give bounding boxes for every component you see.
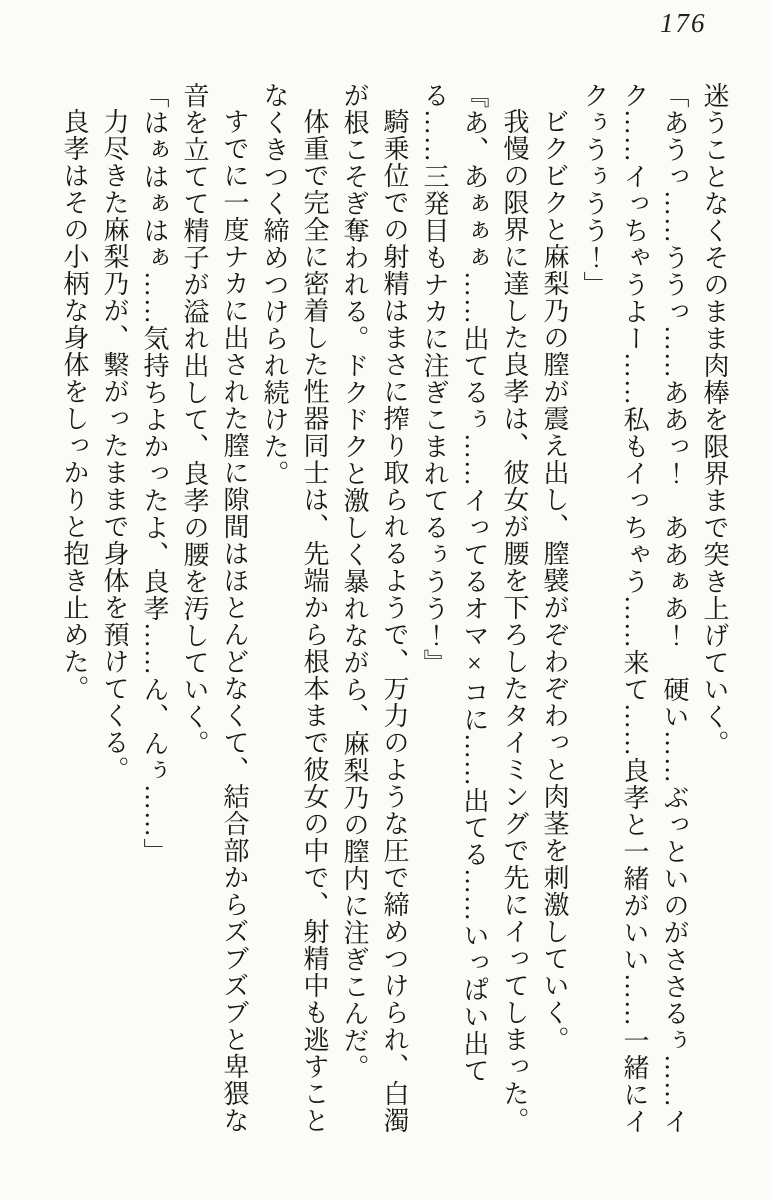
paragraph: 『あ、あぁぁぁ……出てるぅ……イってるオマ×コに……出てる……いっぱい出てる……三発目もナカに注ぎこまれてるぅうう！』 — [420, 82, 489, 1084]
paragraph: 騎乗位での射精はまさに搾り取られるようで、万力のような圧で締めつけられ、白濁が根こそぎ奪われる。ドクドクと激しく暴れながら、麻梨乃の膣内に注ぎこんだ。 — [340, 82, 409, 1134]
paragraph: 我慢の限界に達した良孝は、彼女が腰を下ろしたタイミングで先にイってしまった。 — [500, 108, 529, 1134]
paragraph: 「あうっ……ううっ……ああっ！ ああぁあ！ 硬い……ぶっといのがささるぅ……イク……イっちゃうよー……私もイっちゃう……来て……良孝と一緒がいい……一緒にイクぅうぅうう！」 — [580, 82, 689, 1135]
page-number: 176 — [660, 8, 707, 38]
paragraph: 力尽きた麻梨乃が、繋がったままで身体を預けてくる。 — [100, 108, 129, 783]
paragraph: 迷うことなくそのまま肉棒を限界まで突き上げていく。 — [700, 82, 729, 757]
vertical-text-block — [54, 82, 734, 1138]
paragraph: 体重で完全に密着した性器同士は、先端から根本まで彼女の中で、射精中も逃すことなくきつく締めつけられ続けた。 — [260, 82, 329, 1134]
paragraph: すでに一度ナカに出された膣に隙間はほとんどなくて、結合部からズブズブと卑猥な音を立てて精子が溢れ出して、良孝の腰を汚していく。 — [180, 82, 249, 1134]
paragraph: ビクビクと麻梨乃の膣が震え出し、膣襞がぞわぞわっと肉茎を刺激していく。 — [540, 108, 569, 1053]
paragraph: 「はぁはぁはぁ……気持ちよかったよ、良孝……ん、んぅ……」 — [140, 82, 169, 865]
paragraph: 良孝はその小柄な身体をしっかりと抱き止めた。 — [60, 108, 89, 702]
